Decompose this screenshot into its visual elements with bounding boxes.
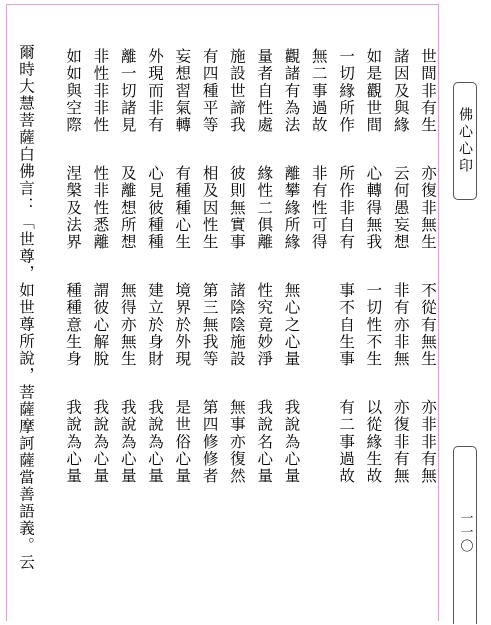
verse-phrase: 離攀緣所緣 <box>282 165 301 251</box>
verse-phrase: 觀諸有為法 <box>282 48 301 134</box>
verse-phrase: 心見彼種種 <box>146 165 164 251</box>
verse-column <box>63 48 83 518</box>
verse-column <box>118 48 138 518</box>
verse-phrase: 我說為心量 <box>64 399 83 485</box>
verse-phrase: 一切緣所作 <box>337 48 356 134</box>
verse-phrase: 一切性不生 <box>364 282 383 368</box>
verse-phrase: 妄想習氣轉 <box>173 48 192 134</box>
verse-phrase: 諸因及與緣 <box>391 48 410 134</box>
section-tab-title: 佛心心印 <box>457 107 473 175</box>
verse-phrase: 及離想所想 <box>118 165 137 251</box>
verse-phrase: 如是觀世間 <box>364 48 383 134</box>
verse-phrase: 境界於外現 <box>173 282 192 368</box>
verse-phrase: 第四修修者 <box>200 399 219 485</box>
verse-column <box>418 48 438 518</box>
verse-phrase: 無得亦無生 <box>118 282 137 368</box>
verse-phrase: 涅槃及法界 <box>64 165 83 251</box>
verse-phrase: 外現而非有 <box>146 48 164 134</box>
verse-phrase: 我說為心量 <box>282 399 301 485</box>
verse-phrase: 世間非有生 <box>419 48 437 134</box>
verse-phrase: 無心之心量 <box>282 282 301 368</box>
section-tab[interactable] <box>453 82 477 200</box>
verse-phrase: 相及因性生 <box>200 165 219 251</box>
page-number-tab <box>453 446 477 624</box>
intro-line: 爾時大慧菩薩白佛言：「世尊，如世尊所說，菩薩摩訶薩當善語義。云 <box>17 44 35 571</box>
verse-phrase: 緣性二俱離 <box>255 165 274 251</box>
verse-column <box>172 48 192 518</box>
verse-phrase: 以從緣生故 <box>364 399 383 485</box>
verse-column <box>336 48 356 518</box>
verse-phrase: 離一切諸見 <box>118 48 137 134</box>
verse-phrase: 性究竟妙淨 <box>255 282 274 368</box>
verse-phrase: 謂彼心解脫 <box>91 282 110 368</box>
verse-phrase: 種種意生身 <box>64 282 83 368</box>
verse-phrase: 非性非非性 <box>91 48 110 134</box>
verse-phrase: 亦復非無生 <box>419 165 437 251</box>
page-number: 一一〇 <box>457 511 473 553</box>
verse-phrase: 亦復非有無 <box>391 399 410 485</box>
verse-column <box>254 48 274 518</box>
verse-phrase: 不從有無生 <box>419 282 437 368</box>
verse-phrase: 非有亦非無 <box>391 282 410 368</box>
verse-phrase: 施設世諦我 <box>227 48 246 134</box>
verse-phrase: 無事亦復然 <box>227 399 246 485</box>
verse-phrase: 有四種平等 <box>200 48 219 134</box>
verse-column <box>200 48 220 518</box>
verse-phrase: 第三無我等 <box>200 282 219 368</box>
verse-column <box>90 48 110 518</box>
verse-phrase: 諸陰陰施設 <box>227 282 246 368</box>
verse-phrase: 建立於身財 <box>146 282 164 368</box>
verse-phrase: 有種種心生 <box>173 165 192 251</box>
verse-phrase: 無二事過故 <box>309 48 328 134</box>
verse-phrase: 亦非非有無 <box>419 399 437 485</box>
verse-column <box>227 48 247 518</box>
verse-column <box>282 48 302 518</box>
verse-phrase: 非有性可得 <box>309 165 328 251</box>
verse-phrase: 我說為心量 <box>118 399 137 485</box>
verse-column <box>309 48 329 518</box>
verse-phrase: 有二事過故 <box>337 399 356 485</box>
verse-phrase: 我說名心量 <box>255 399 274 485</box>
verse-phrase: 所作非自有 <box>337 165 356 251</box>
verse-phrase: 彼則無實事 <box>227 165 246 251</box>
verse-column <box>363 48 383 518</box>
verse-phrase: 心轉得無我 <box>364 165 383 251</box>
verse-phrase: 我說為心量 <box>91 399 110 485</box>
verse-phrase: 我說為心量 <box>146 399 164 485</box>
verse-phrase: 事不自生事 <box>337 282 356 368</box>
verse-column <box>391 48 411 518</box>
verse-phrase: 云何愚妄想 <box>391 165 410 251</box>
verse-column <box>145 48 165 518</box>
verse-phrase: 如如與空際 <box>64 48 83 134</box>
verse-phrase: 性非性悉離 <box>91 165 110 251</box>
verse-phrase: 量者自性處 <box>255 48 274 134</box>
verse-phrase: 是世俗心量 <box>173 399 192 485</box>
